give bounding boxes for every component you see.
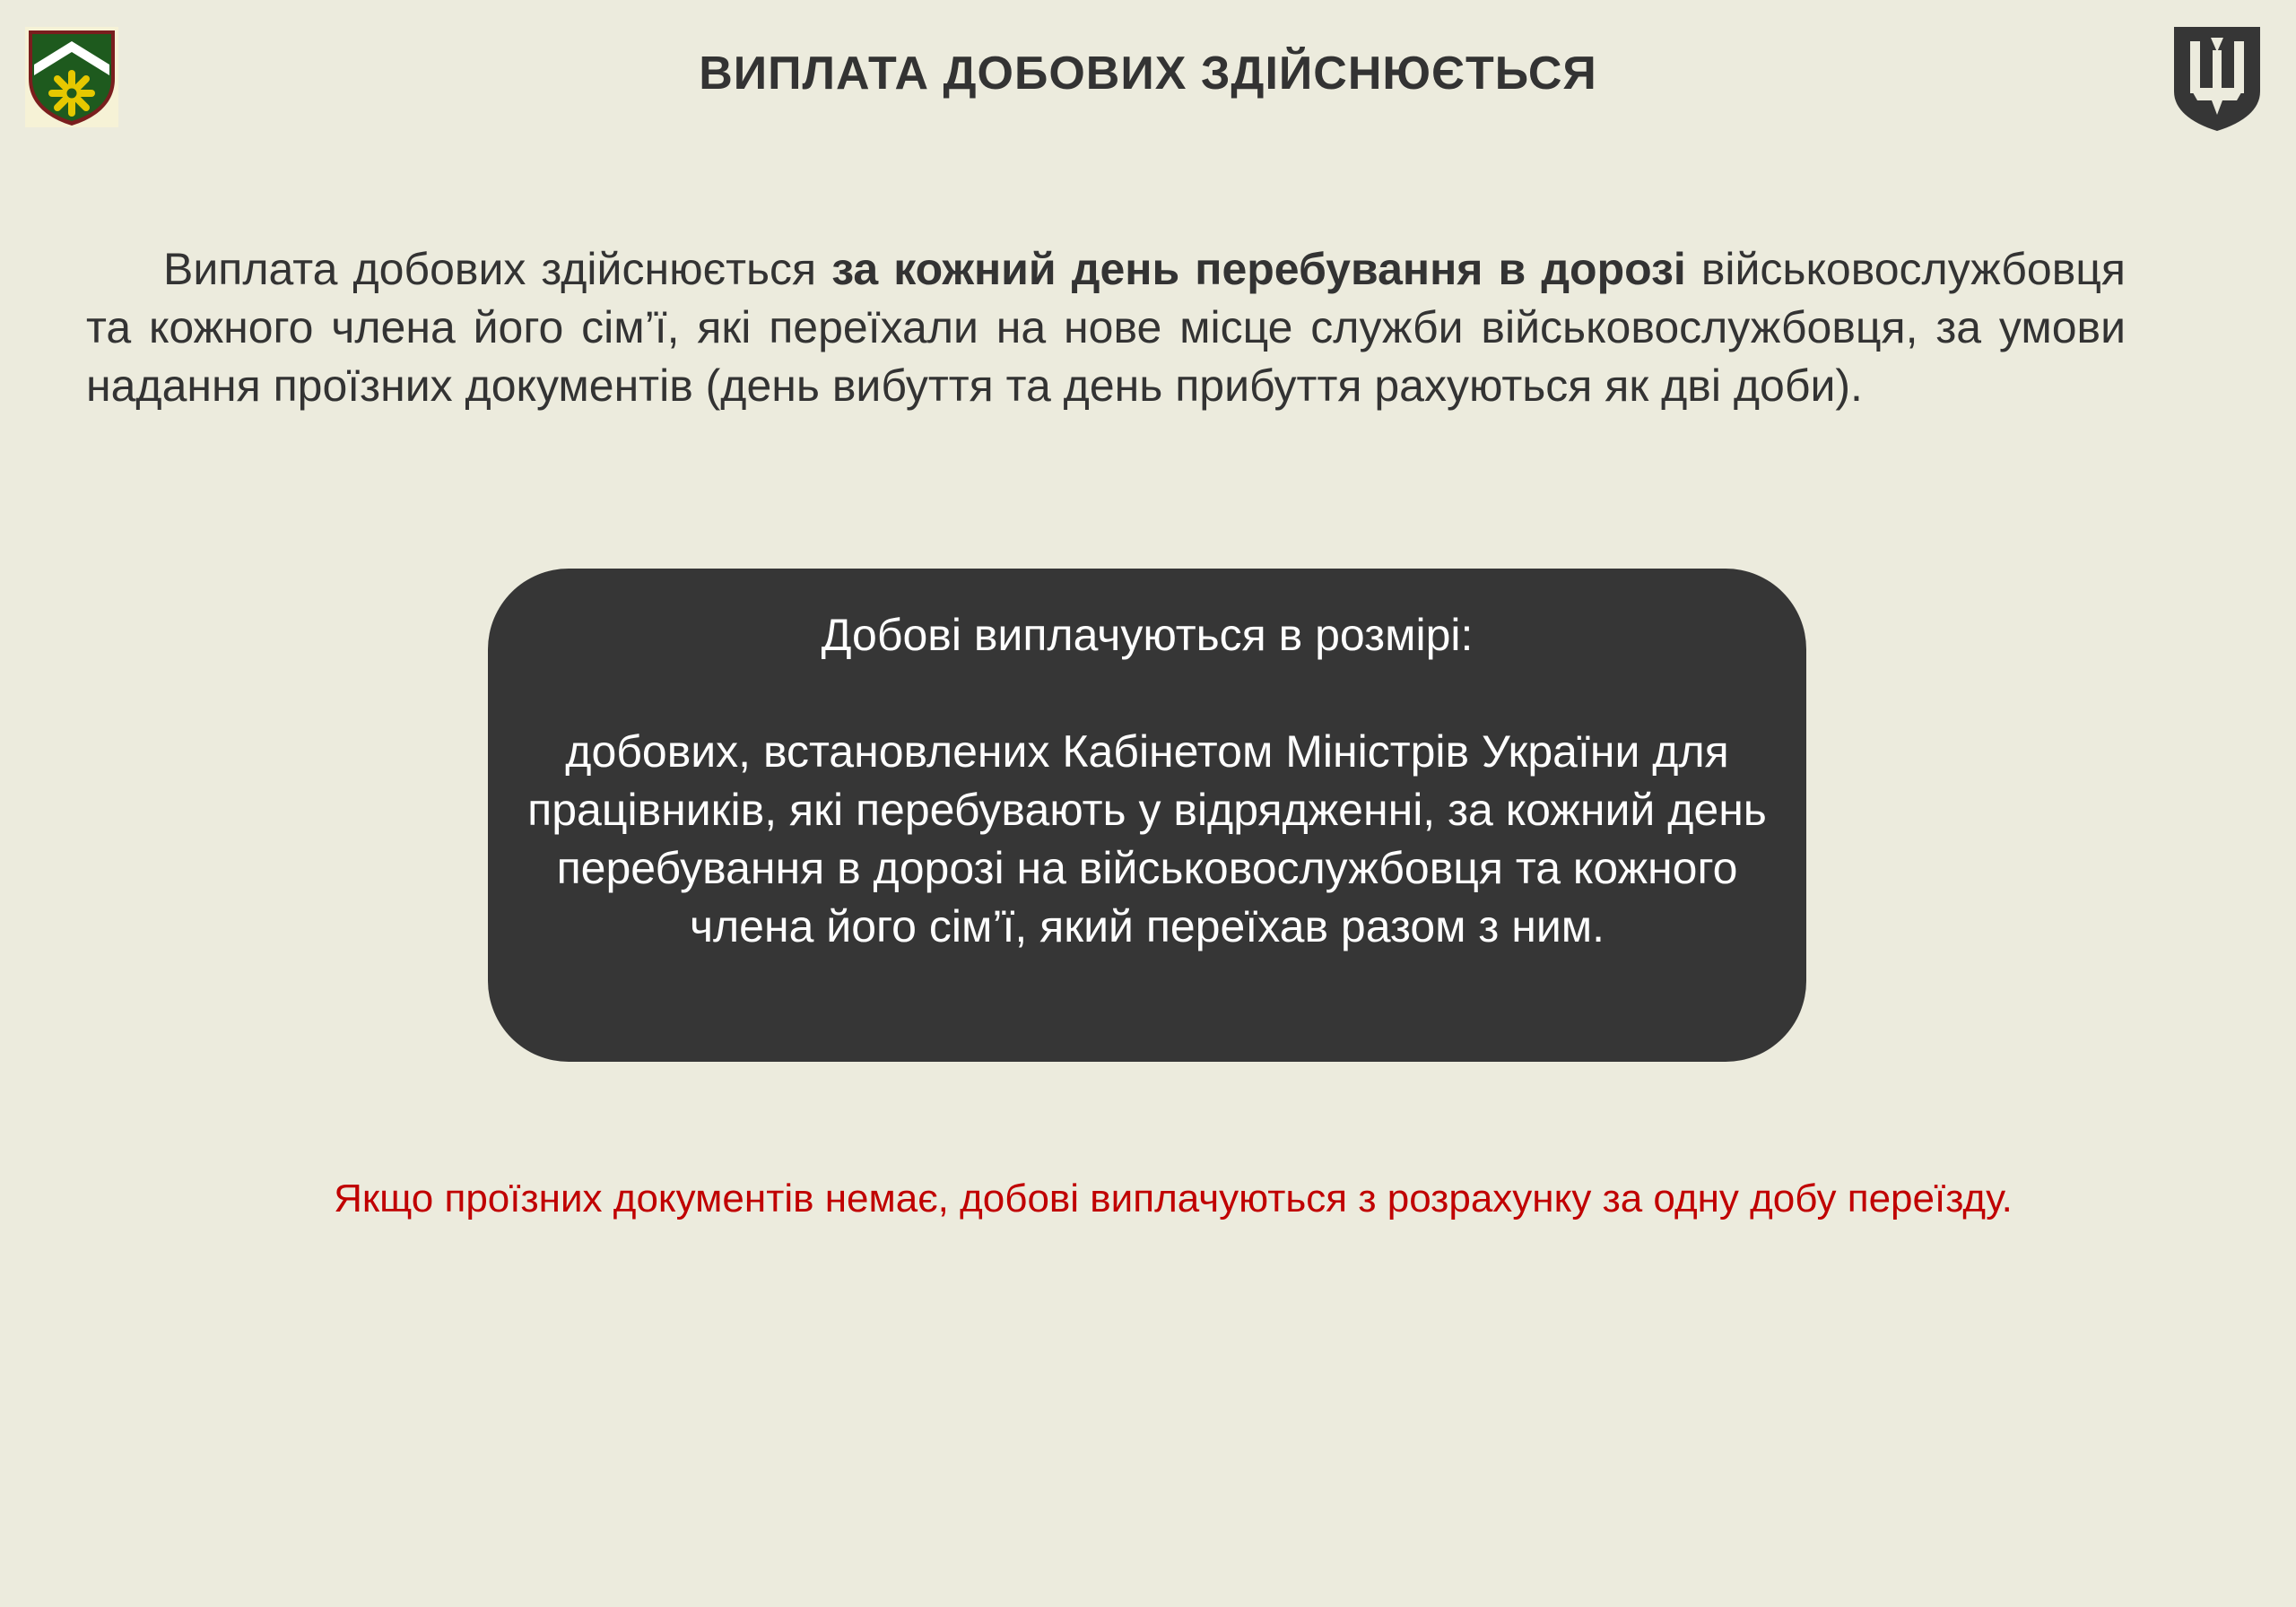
info-card (488, 569, 1806, 1062)
intro-lead: Виплата добових здійснюється (163, 244, 832, 294)
warning-note: Якщо проїзних документів немає, добові виплачуються з розрахунку за одну добу переїзду. (334, 1177, 2013, 1220)
intro-emphasis: за кожний день перебування в дорозі (831, 244, 1686, 294)
card-body: добових, встановлених Кабінетом Міністрів України для працівників, які перебувають у відрядженні, за кожний день перебування в дорозі на військовослужбовця та кожного члена його сім’ї, який переїхав разом з ним. (527, 726, 1767, 951)
intro-paragraph (86, 240, 2126, 415)
intro-rest: військовослужбовця та кожного члена його сім’ї, які переїхали на нове місце служби військовослужбовця, за умови надання проїзних документів (день вибуття та день прибуття рахуються як дві доби). (86, 244, 2126, 411)
card-heading: Добові виплачуються в розмірі: (821, 610, 1474, 660)
page-title: ВИПЛАТА ДОБОВИХ ЗДІЙСНЮЄТЬСЯ (699, 48, 1597, 100)
trident-shield-icon (2172, 25, 2262, 133)
